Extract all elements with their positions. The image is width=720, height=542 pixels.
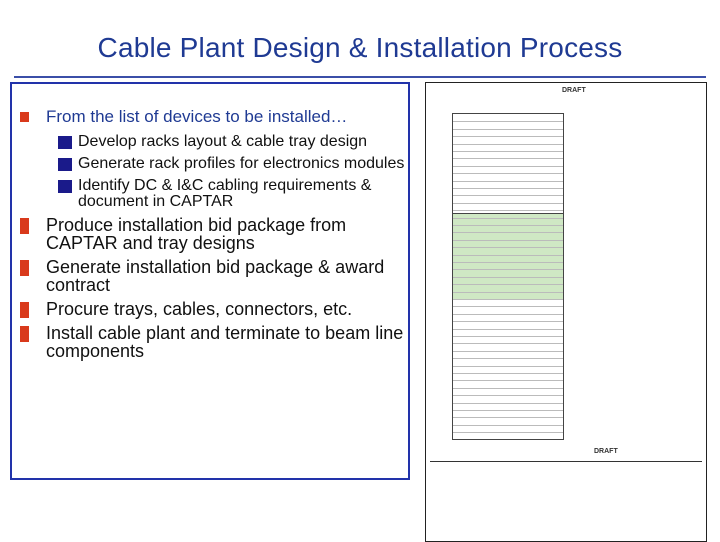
sub-bullet-item — [18, 134, 408, 150]
draft-label-bottom: DRAFT — [594, 448, 618, 455]
sub-bullet-marker — [58, 136, 72, 149]
rack-row-line — [453, 144, 563, 145]
rack-row-line — [453, 373, 563, 374]
rack-elevation — [452, 113, 564, 440]
rack-row-line — [453, 284, 563, 285]
rack-row-line — [453, 299, 563, 300]
slide-title: Cable Plant Design & Installation Process — [97, 32, 623, 63]
rack-row-line — [453, 314, 563, 315]
rack-row-line — [453, 195, 563, 196]
rack-row-line — [453, 417, 563, 418]
rack-profile-drawing — [425, 82, 707, 542]
bullet-marker — [20, 326, 29, 342]
rack-row-line — [453, 395, 563, 396]
rack-row-line — [453, 410, 563, 411]
rack-row-line — [453, 425, 563, 426]
bullet-marker — [20, 218, 29, 234]
rack-row-line — [453, 292, 563, 293]
bullet-text: Generate installation bid package & award contract — [46, 257, 385, 295]
rack-row-line — [453, 336, 563, 337]
rack-row-line — [453, 269, 563, 270]
sub-bullet-text: Identify DC & I&C cabling requirements & document in CAPTAR — [78, 177, 372, 210]
rack-row-line — [453, 188, 563, 189]
bullet-item — [18, 300, 408, 318]
rack-row-line — [453, 403, 563, 404]
bullet-text: Produce installation bid package from CAPTAR and tray designs — [46, 215, 347, 253]
rack-row-line — [453, 181, 563, 182]
title-divider — [14, 76, 706, 78]
bullet-text: Install cable plant and terminate to beam line components — [46, 323, 404, 361]
rack-row-line — [453, 351, 563, 352]
rack-row-line — [453, 232, 563, 233]
rack-row-line — [453, 388, 563, 389]
bullet-item — [18, 108, 408, 126]
bullet-marker — [20, 302, 29, 318]
bullet-marker — [20, 112, 29, 122]
rack-row-line — [453, 277, 563, 278]
rack-row-line — [453, 343, 563, 344]
bullet-text: From the list of devices to be installed… — [46, 107, 348, 126]
rack-row-line — [453, 247, 563, 248]
rack-row-line — [453, 255, 563, 256]
bullet-item — [18, 216, 408, 252]
sub-bullet-marker — [58, 180, 72, 193]
rack-row-line — [453, 358, 563, 359]
rack-row-line — [453, 225, 563, 226]
rack-row-line — [453, 262, 563, 263]
sub-bullet-item — [18, 178, 408, 210]
rack-row-line — [453, 218, 563, 219]
bullet-item — [18, 258, 408, 294]
rack-row-line — [453, 151, 563, 152]
rack-row-line — [453, 240, 563, 241]
rack-row-line — [453, 121, 563, 122]
rack-row-line — [453, 380, 563, 381]
rack-row-line — [453, 321, 563, 322]
rack-row-line — [453, 158, 563, 159]
rack-row-line — [453, 129, 563, 130]
rack-row-line — [453, 366, 563, 367]
bullet-item — [18, 324, 408, 360]
sub-bullet-text: Develop racks layout & cable tray design — [78, 133, 368, 150]
sub-bullet-marker — [58, 158, 72, 171]
rack-row-line — [453, 136, 563, 137]
drawing-title-block — [430, 461, 702, 538]
bullet-text: Procure trays, cables, connectors, etc. — [46, 299, 353, 319]
rack-row-line — [453, 203, 563, 204]
rack-row-line — [453, 306, 563, 307]
rack-row-line — [453, 166, 563, 167]
sub-bullet-item — [18, 156, 408, 172]
rack-row-line — [453, 173, 563, 174]
bullet-list — [18, 108, 408, 366]
rack-row-line — [453, 432, 563, 433]
bullet-marker — [20, 260, 29, 276]
sub-bullet-text: Generate rack profiles for electronics modules — [78, 155, 405, 172]
draft-label-top: DRAFT — [562, 87, 586, 94]
rack-row-line — [453, 210, 563, 211]
rack-row-line — [453, 329, 563, 330]
